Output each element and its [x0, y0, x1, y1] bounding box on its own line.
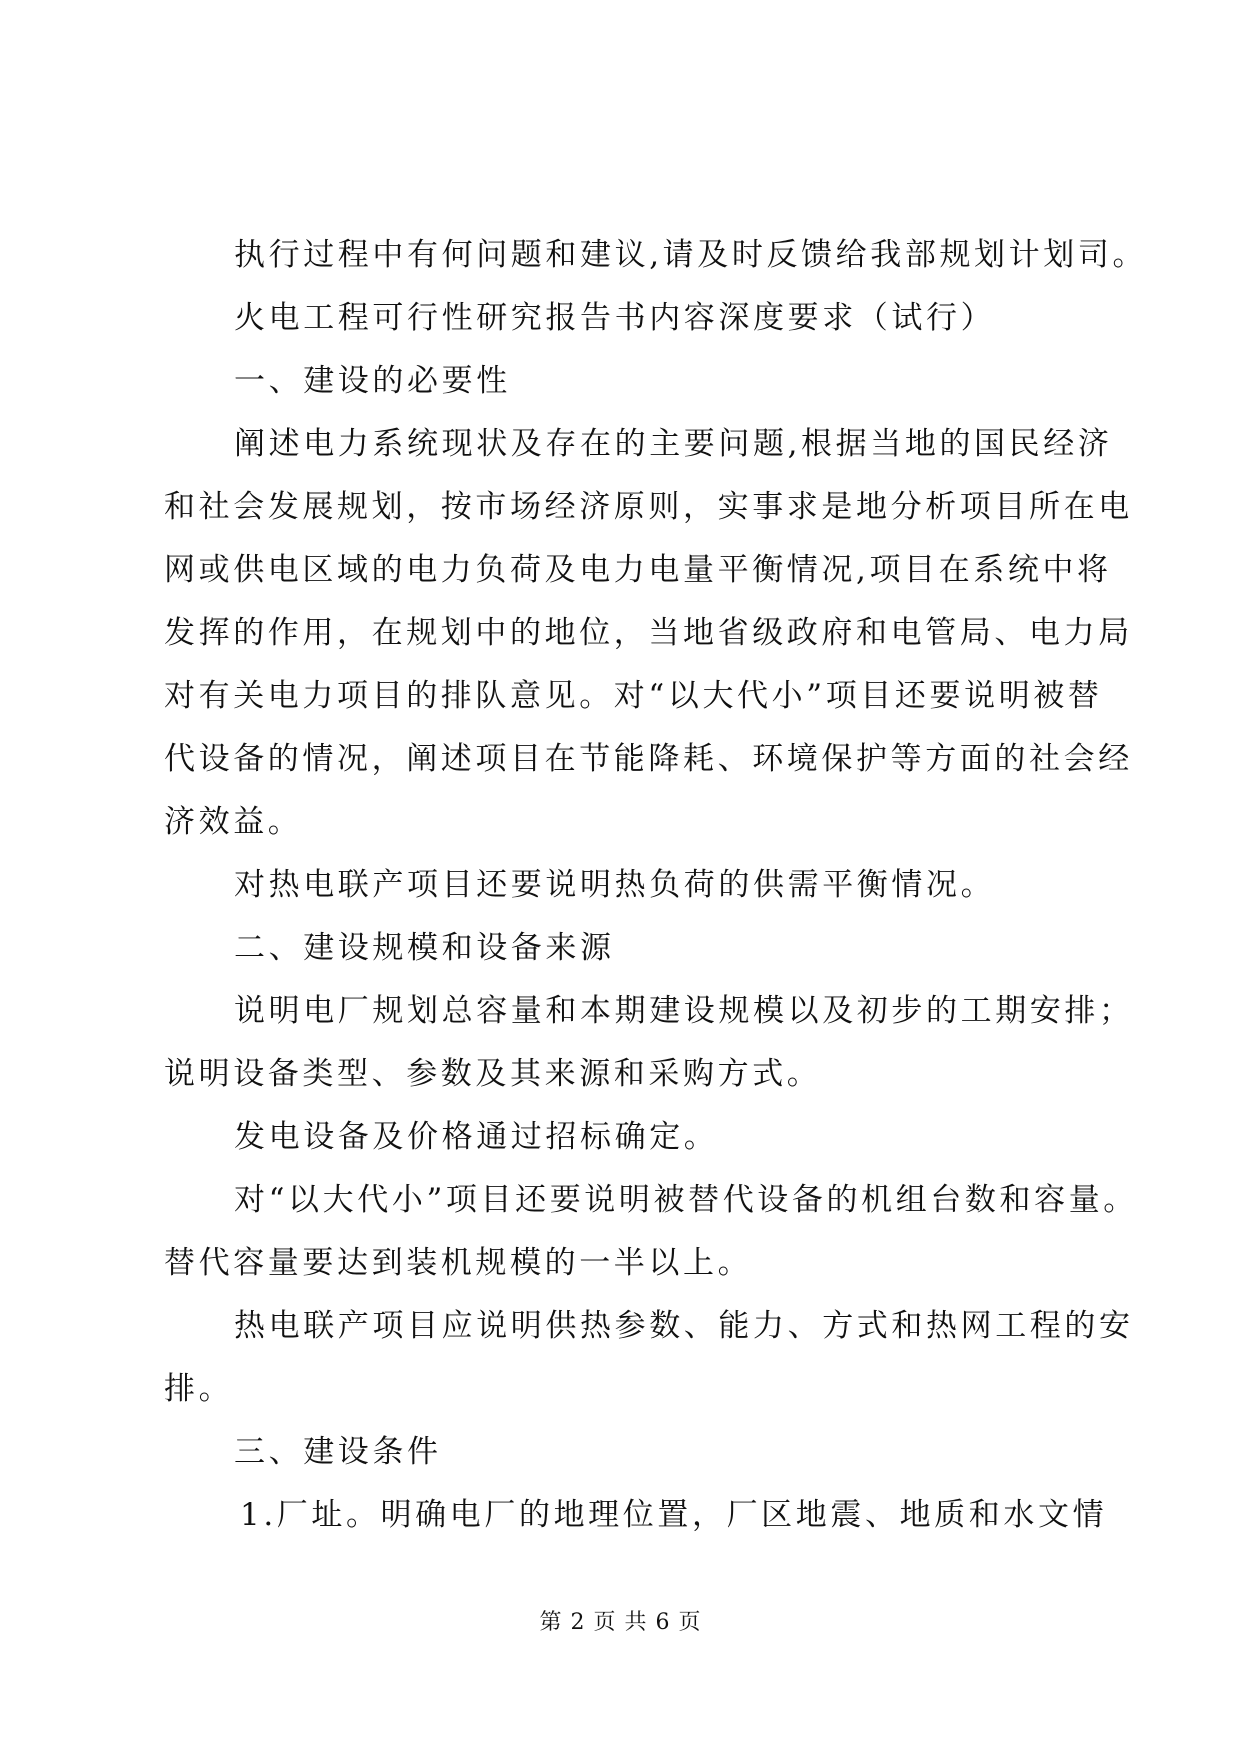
paragraph-line: 发电设备及价格通过招标确定。 [234, 1119, 719, 1155]
paragraph-line: 热电联产项目应说明供热参数、能力、方式和热网工程的安 [234, 1308, 1134, 1344]
page-number-footer: 第 2 页 共 6 页 [539, 1610, 702, 1635]
paragraph-line: 对热电联产项目还要说明热负荷的供需平衡情况。 [234, 867, 996, 903]
paragraph-line: 代设备的情况，阐述项目在节能降耗、环境保护等方面的社会经 [164, 741, 1133, 777]
paragraph-line: 说明电厂规划总容量和本期建设规模以及初步的工期安排； [234, 993, 1134, 1029]
paragraph-line: 执行过程中有何问题和建议,请及时反馈给我部规划计划司。 [234, 237, 1148, 273]
paragraph-line: 1.厂址。明确电厂的地理位置，厂区地震、地质和水文情 [240, 1497, 1108, 1533]
section-heading: 一、建设的必要性 [234, 363, 511, 399]
paragraph-line: 济效益。 [164, 804, 303, 840]
paragraph-line: 对有关电力项目的排队意见。对“以大代小”项目还要说明被替 [164, 678, 1103, 714]
paragraph-line: 阐述电力系统现状及存在的主要问题,根据当地的国民经济 [234, 426, 1113, 462]
paragraph-line: 替代容量要达到装机规模的一半以上。 [164, 1245, 753, 1281]
document-title: 火电工程可行性研究报告书内容深度要求（试行） [234, 300, 996, 336]
paragraph-line: 说明设备类型、参数及其来源和采购方式。 [164, 1056, 822, 1092]
section-heading: 三、建设条件 [234, 1434, 442, 1470]
paragraph-line: 和社会发展规划，按市场经济原则，实事求是地分析项目所在电 [164, 489, 1133, 525]
paragraph-line: 对“以大代小”项目还要说明被替代设备的机组台数和容量。 [234, 1182, 1138, 1218]
paragraph-line: 网或供电区域的电力负荷及电力电量平衡情况,项目在系统中将 [164, 552, 1112, 588]
section-heading: 二、建设规模和设备来源 [234, 930, 615, 966]
paragraph-line: 发挥的作用，在规划中的地位，当地省级政府和电管局、电力局 [164, 615, 1133, 651]
paragraph-line: 排。 [164, 1371, 234, 1407]
